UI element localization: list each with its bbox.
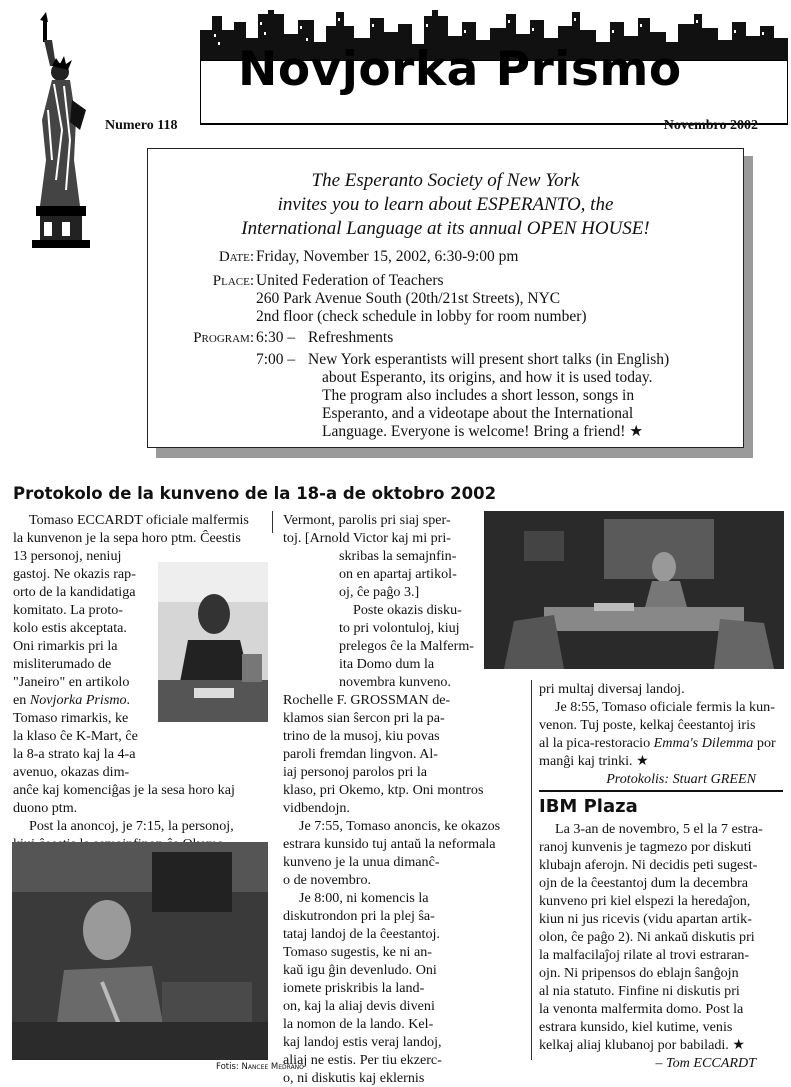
text-fragment: al la pica-restoracio — [539, 735, 651, 751]
program-label: Program: — [193, 330, 254, 346]
text-line: iomete priskribis la land- — [283, 980, 425, 996]
text-line: ojn de la ĉeestantoj dum la decembra — [539, 875, 748, 891]
text-line — [539, 734, 784, 752]
issue-date: Novembro 2002 — [663, 118, 758, 133]
ibm-plaza-headline: IBM Plaza — [539, 796, 638, 817]
text-line: gastoj. Ne okazis rap- — [13, 566, 136, 582]
photo-member-portrait-image — [12, 842, 268, 1060]
text-line: ojn. Ni pripensos do eblajn ŝanĝojn — [539, 965, 739, 981]
text-line: vidbendojn. — [283, 800, 350, 816]
text-line: Je 8:55, Tomaso oficiale fermis la kun- — [555, 699, 775, 715]
signature-text: Protokolis: Stuart GREEN — [606, 771, 756, 787]
text-line: kaŭ igu ĝin devenludo. Oni — [283, 962, 437, 978]
column-divider — [531, 680, 532, 1060]
photo-credit-name: Nancee Medrano — [241, 1062, 304, 1072]
text-line: ita Domo dum la — [339, 656, 435, 672]
text-line: Je 8:00, ni komencis la — [299, 890, 429, 906]
program-line: about Esperanto, its origins, and how it is used today. — [322, 369, 653, 386]
restaurant-name: Emma's Dilemma — [653, 735, 754, 751]
program-line: New York esperantists will present short talks (in English) — [308, 351, 670, 368]
text-line: paroli fremdan lingvon. Al- — [283, 746, 438, 762]
text-line: estrara kunsido, kiel kutime, venis — [539, 1019, 733, 1035]
invitation-line: International Language at its annual OPEN HOUSE! — [241, 218, 650, 239]
photo-man-at-table-image — [158, 562, 268, 722]
text-line: Poste okazis disku- — [353, 602, 462, 618]
text-line: prelegos ĉe la Malferm- — [339, 638, 474, 654]
signature-text: – Tom ECCARDT — [655, 1055, 756, 1071]
date-label: Date: — [218, 249, 254, 265]
text-line: aliaj ne estis. Per tiu ekzerc- — [283, 1052, 442, 1068]
photo-credit-label: Fotis: — [216, 1062, 239, 1072]
text-line: La 3-an de novembro, 5 el la 7 estra- — [555, 821, 763, 837]
text-line: Je 7:55, Tomaso anoncis, ke okazos — [299, 818, 501, 834]
text-line: diskutrondon pri la plej ŝa- — [283, 908, 435, 924]
text-line: trino de la musoj, kiu povas — [283, 728, 440, 744]
photo-man-at-table — [158, 562, 268, 722]
text-line: kiun ni jus ricevis (vidu apartan artik- — [539, 911, 752, 927]
place-label: Place: — [212, 273, 254, 289]
text-line: venon. Tuj poste, kelkaj ĉeestantoj iris — [539, 717, 756, 733]
protokolo-signature — [539, 770, 784, 788]
text-line: manĝi kaj trinki. ★ — [539, 753, 649, 769]
ibm-plaza-body — [539, 820, 784, 1072]
text-line: klubajn aferojn. Ni decidis peti sugest- — [539, 857, 758, 873]
program-line: Language. Everyone is welcome! Bring a friend! ★ — [322, 423, 644, 440]
text-line: la venonta malfermita domo. Post la — [539, 1001, 744, 1017]
text-fragment: en — [13, 692, 27, 708]
text-line: toj. [Arnold Victor kaj mi pri- — [283, 530, 451, 546]
text-line: Vermont, parolis pri siaj sper- — [283, 512, 451, 528]
photo-group-meeting-image — [484, 511, 784, 669]
text-line: pri multaj diversaj landoj. — [539, 681, 685, 697]
text-line: orto de la kandidatiga — [13, 584, 136, 600]
text-line: o de novembro. — [283, 872, 372, 888]
text-line: la klaso ĉe K-Mart, ĉe — [13, 728, 138, 744]
text-line: Tomaso sugestis, ke ni an- — [283, 944, 432, 960]
text-line: Tomaso ECCARDT oficiale malfermis — [29, 512, 249, 528]
text-line: klamos sian ŝercon pri la pa- — [283, 710, 445, 726]
text-line: la 8-a strato kaj la 4-a — [13, 746, 136, 762]
text-line: o, ni diskutis kaj eklernis — [283, 1070, 425, 1086]
program-line: Esperanto, and a videotape about the International — [322, 405, 634, 422]
publication-title: Novjorka Prismo — [29, 692, 127, 708]
program-time: 6:30 – — [256, 329, 296, 346]
text-line: Rochelle F. GROSSMAN de- — [283, 692, 451, 708]
invitation-line: The Esperanto Society of New York — [311, 170, 580, 191]
place-line: United Federation of Teachers — [256, 272, 444, 289]
text-line: oj, ĉe paĝo 3.] — [339, 584, 420, 600]
text-line: Tomaso rimarkis, ke — [13, 710, 129, 726]
text-line: kelkaj aliaj klubanoj por babiladi. ★ — [539, 1037, 745, 1053]
text-line: to pri volontuloj, kiuj — [339, 620, 460, 636]
program-line: Refreshments — [308, 329, 394, 346]
text-line: komitato. La proto- — [13, 602, 123, 618]
text-line: anĉe kaj komenciĝas je la sesa horo kaj — [13, 782, 235, 798]
text-line: on en apartaj artikol- — [339, 566, 457, 582]
protokolo-headline: Protokolo de la kunveno de la 18-a de oktobro 2002 — [13, 484, 497, 503]
text-line: on, kaj la aliaj devis diveni — [283, 998, 435, 1014]
text-line: Post la anoncoj, je 7:15, la personoj, — [29, 818, 234, 834]
text-line: "Janeiro" en artikolo — [13, 674, 130, 690]
text-line: la nomon de la lando. Kel- — [283, 1016, 434, 1032]
column-divider — [272, 511, 273, 533]
place-line: 2nd floor (check schedule in lobby for room number) — [256, 308, 587, 325]
text-line: avenuo, okazas dim- — [13, 764, 130, 780]
protokolo-column-3 — [539, 680, 784, 788]
text-line: olon, ĉe paĝo 2). Ni ankaŭ diskutis pri — [539, 929, 755, 945]
place-line: 260 Park Avenue South (20th/21st Streets), NYC — [256, 290, 561, 307]
issue-number: Numero 118 — [105, 118, 178, 133]
text-fragment: por — [756, 735, 776, 751]
program-time: 7:00 – — [256, 351, 296, 368]
program-line: The program also includes a short lesson, songs in — [322, 387, 635, 404]
text-line: tataj landoj de la ĉeestantoj. — [283, 926, 440, 942]
text-line: iaj personoj parolos pri la — [283, 764, 428, 780]
date-value: Friday, November 15, 2002, 6:30-9:00 pm — [256, 248, 519, 265]
statue-of-liberty-icon — [16, 10, 106, 250]
text-line: Oni rimarkis pri la — [13, 638, 118, 654]
masthead-title: Novjorka Prismo — [238, 42, 682, 97]
text-line: al nia statuto. Finfine ni diskutis pri — [539, 983, 740, 999]
text-line: kolo estis akceptata. — [13, 620, 127, 636]
text-line: la kunvenon je la sepa horo ptm. Ĉeestis — [13, 530, 241, 546]
ibm-plaza-signature — [539, 1054, 784, 1072]
section-divider — [539, 790, 783, 792]
invitation-line: invites you to learn about ESPERANTO, the — [277, 194, 614, 215]
text-line: 13 personoj, neniuj — [13, 548, 122, 564]
open-house-box — [147, 148, 744, 448]
photo-member-portrait — [12, 842, 268, 1060]
text-line: la malfacilaĵoj rilate al trovi estraran- — [539, 947, 750, 963]
text-line: klaso, pri Okemo, ktp. Oni montros — [283, 782, 484, 798]
text-line: kunveno je la unua dimanĉ- — [283, 854, 440, 870]
text-line: kaj landoj estis veraj landoj, — [283, 1034, 442, 1050]
text-line: duono ptm. — [13, 800, 78, 816]
text-line: ranoj kunvenis je tagmezo por diskuti — [539, 839, 752, 855]
text-line: novembra kunveno. — [339, 674, 451, 690]
photo-credit — [216, 1062, 304, 1072]
text-line: kunveno pri kiel elspezi la heredaĵon, — [539, 893, 751, 909]
photo-group-meeting — [484, 511, 784, 669]
text-line: en Novjorka Prismo. — [13, 692, 131, 708]
text-line: misliterumado de — [13, 656, 112, 672]
text-line: skribas la semajnfin- — [339, 548, 457, 564]
text-line: estrara kunsido tuj antaŭ la neformala — [283, 836, 496, 852]
